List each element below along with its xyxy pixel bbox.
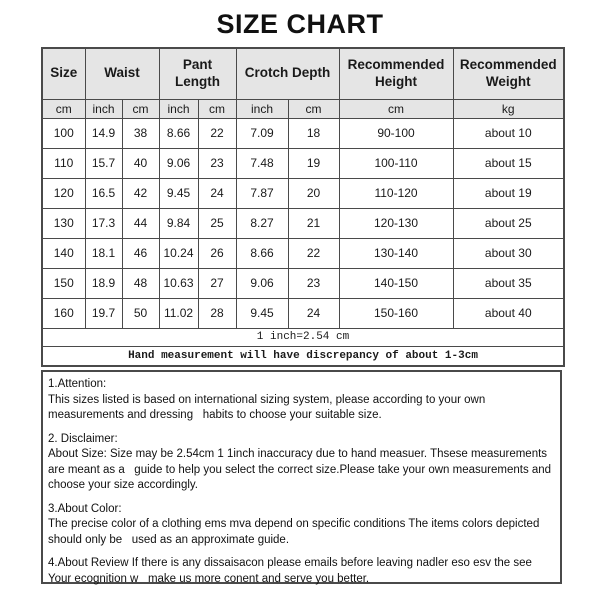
size-cell: 24: [198, 178, 236, 208]
column-header-waist: Waist: [85, 48, 159, 99]
size-cell: 23: [198, 148, 236, 178]
size-cell: 24: [288, 298, 339, 328]
note-body: This sizes listed is based on international sizing system, please according to your own measurements and dressing habits to choose your suitable size.: [48, 393, 489, 421]
column-header-recommended-weight: Recommended Weight: [453, 48, 564, 99]
size-row: [42, 238, 564, 268]
size-cell: 130-140: [339, 238, 453, 268]
unit-header-cell: cm: [122, 99, 159, 118]
note-heading: 3.About Color:: [48, 502, 122, 515]
size-row: [42, 208, 564, 238]
unit-header-cell: cm: [198, 99, 236, 118]
size-cell: 42: [122, 178, 159, 208]
size-cell: 50: [122, 298, 159, 328]
unit-header-cell: kg: [453, 99, 564, 118]
size-cell: 140: [42, 238, 85, 268]
note-heading: 1.Attention:: [48, 378, 107, 390]
size-cell: 10.24: [159, 238, 198, 268]
size-cell: 8.66: [159, 118, 198, 148]
size-cell: 130: [42, 208, 85, 238]
column-header-crotch-depth: Crotch Depth: [236, 48, 339, 99]
table-group-header-row: [42, 48, 564, 99]
size-cell: 22: [198, 118, 236, 148]
column-header-size: Size: [42, 48, 85, 99]
size-cell: 15.7: [85, 148, 122, 178]
note-heading: 2. Disclaimer:: [48, 432, 118, 445]
page-title: SIZE CHART: [216, 9, 384, 39]
size-chart-page: [0, 9, 600, 609]
size-chart-table: [41, 47, 565, 367]
size-cell: 100: [42, 118, 85, 148]
measurement-note: Hand measurement will have discrepancy of about 1-3cm: [42, 346, 564, 366]
size-cell: about 25: [453, 208, 564, 238]
unit-header-cell: inch: [159, 99, 198, 118]
unit-header-cell: cm: [339, 99, 453, 118]
size-cell: 48: [122, 268, 159, 298]
size-cell: 150-160: [339, 298, 453, 328]
size-cell: 18: [288, 118, 339, 148]
size-cell: 90-100: [339, 118, 453, 148]
size-row: [42, 178, 564, 208]
size-cell: about 19: [453, 178, 564, 208]
size-cell: 8.27: [236, 208, 288, 238]
table-units-row: [42, 99, 564, 118]
size-cell: 7.48: [236, 148, 288, 178]
note-body: The precise color of a clothing ems mva depend on specific conditions The items colors depicted should only be used as an approximate guide.: [48, 518, 543, 546]
unit-header-cell: cm: [288, 99, 339, 118]
unit-header-cell: cm: [42, 99, 85, 118]
size-cell: 18.9: [85, 268, 122, 298]
size-cell: 9.45: [236, 298, 288, 328]
size-cell: 18.1: [85, 238, 122, 268]
size-cell: 7.87: [236, 178, 288, 208]
size-cell: 23: [288, 268, 339, 298]
size-cell: 150: [42, 268, 85, 298]
unit-header-cell: inch: [85, 99, 122, 118]
column-header-pant-length: Pant Length: [159, 48, 236, 99]
size-cell: 9.45: [159, 178, 198, 208]
size-cell: 9.06: [236, 268, 288, 298]
size-cell: about 10: [453, 118, 564, 148]
size-row: [42, 118, 564, 148]
size-cell: 120-130: [339, 208, 453, 238]
size-cell: 38: [122, 118, 159, 148]
size-cell: 8.66: [236, 238, 288, 268]
note-about-review: [48, 556, 555, 587]
size-cell: 110-120: [339, 178, 453, 208]
size-cell: about 35: [453, 268, 564, 298]
note-about-color: [48, 502, 555, 549]
size-cell: 16.5: [85, 178, 122, 208]
size-row: [42, 268, 564, 298]
size-cell: 110: [42, 148, 85, 178]
size-cell: 27: [198, 268, 236, 298]
size-cell: 14.9: [85, 118, 122, 148]
unit-header-cell: inch: [236, 99, 288, 118]
size-cell: 160: [42, 298, 85, 328]
size-row: [42, 148, 564, 178]
size-cell: 20: [288, 178, 339, 208]
note-disclaimer: [48, 432, 555, 494]
size-cell: 40: [122, 148, 159, 178]
measurement-note-row: [42, 346, 564, 366]
size-cell: 9.06: [159, 148, 198, 178]
size-cell: about 30: [453, 238, 564, 268]
size-cell: 9.84: [159, 208, 198, 238]
size-cell: 44: [122, 208, 159, 238]
size-cell: 25: [198, 208, 236, 238]
note-body: 4.About Review If there is any dissaisacon please emails before leaving nadler eso esv the see Your ecognition w make us more conent and serve you better.: [48, 557, 535, 585]
size-cell: 17.3: [85, 208, 122, 238]
size-cell: about 40: [453, 298, 564, 328]
size-cell: 19: [288, 148, 339, 178]
conversion-note: 1 inch=2.54 cm: [42, 328, 564, 346]
size-cell: about 15: [453, 148, 564, 178]
size-cell: 11.02: [159, 298, 198, 328]
size-cell: 28: [198, 298, 236, 328]
note-body: About Size: Size may be 2.54cm 1 1inch inaccuracy due to hand measuer. Thsese measurements are meant as a guide to help you select the correct size.Please take your own measurements and choose your size accordingly.: [48, 448, 555, 491]
conversion-row: [42, 328, 564, 346]
size-cell: 19.7: [85, 298, 122, 328]
size-cell: 21: [288, 208, 339, 238]
size-cell: 100-110: [339, 148, 453, 178]
size-cell: 46: [122, 238, 159, 268]
note-attention: [48, 377, 555, 424]
size-cell: 7.09: [236, 118, 288, 148]
size-cell: 140-150: [339, 268, 453, 298]
size-row: [42, 298, 564, 328]
size-cell: 10.63: [159, 268, 198, 298]
column-header-recommended-height: Recommended Height: [339, 48, 453, 99]
size-cell: 22: [288, 238, 339, 268]
size-cell: 120: [42, 178, 85, 208]
size-cell: 26: [198, 238, 236, 268]
notes-box: [41, 370, 562, 584]
